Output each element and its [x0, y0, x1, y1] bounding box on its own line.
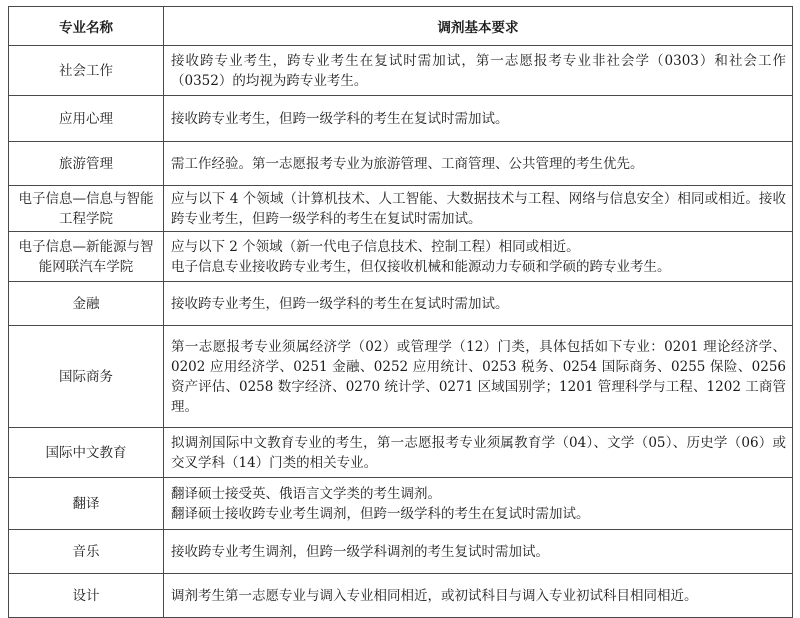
major-name-cell: 电子信息—新能源与智能网联汽车学院 — [9, 232, 164, 282]
requirement-text: 接收跨专业考生，但跨一级学科的考生在复试时需加试。 — [171, 110, 509, 127]
requirement-cell — [164, 46, 793, 96]
major-name-cell: 国际中文教育 — [9, 428, 164, 478]
table-row — [9, 478, 793, 530]
table-row — [9, 46, 793, 96]
major-name-cell: 旅游管理 — [9, 142, 164, 186]
major-name-cell: 设计 — [9, 574, 164, 618]
table-row — [9, 96, 793, 142]
table-header-row — [9, 7, 793, 46]
requirement-cell — [164, 142, 793, 186]
major-name-cell: 社会工作 — [9, 46, 164, 96]
major-name-cell: 音乐 — [9, 530, 164, 574]
requirement-text: 翻译硕士接受英、俄语言文学类的考生调剂。 — [171, 485, 441, 502]
header-major: 专业名称 — [9, 7, 164, 46]
requirement-text: 需工作经验。第一志愿报考专业为旅游管理、工商管理、公共管理的考生优先。 — [171, 155, 644, 172]
requirement-cell — [164, 326, 793, 428]
requirement-cell — [164, 428, 793, 478]
requirement-cell — [164, 530, 793, 574]
requirement-cell — [164, 282, 793, 326]
table-row — [9, 282, 793, 326]
requirement-cell — [164, 574, 793, 618]
requirement-text: 应与以下 2 个领域（新一代电子信息技术、控制工程）相同或相近。 — [171, 238, 580, 255]
adjustment-requirements-table — [8, 6, 793, 618]
requirement-cell — [164, 478, 793, 530]
table-row — [9, 326, 793, 428]
requirement-text: 第一志愿报考专业须属经济学（02）或管理学（12）门类，具体包括如下专业：0201 理论经济学、0202 应用经济学、0251 金融、0252 应用统计、0253 税务、0254 国际商务、0255 保险、0256 资产评估、0258 数字经济、0270 统计学、0271 区域国别学；1201 管理科学与工程、1202 工商管理。 — [171, 338, 786, 415]
table-row — [9, 232, 793, 282]
major-name-cell: 翻译 — [9, 478, 164, 530]
requirement-text: 应与以下 4 个领域（计算机技术、人工智能、大数据技术与工程、网络与信息安全）相同或相近。接收跨专业考生，但跨一级学科的考生在复试时需加试。 — [171, 190, 786, 227]
header-requirement: 调剂基本要求 — [164, 7, 793, 46]
table-row — [9, 574, 793, 618]
requirement-cell — [164, 186, 793, 232]
requirement-cell — [164, 232, 793, 282]
requirement-text: 接收跨专业考生，但跨一级学科的考生在复试时需加试。 — [171, 295, 509, 312]
major-name-cell: 电子信息—信息与智能工程学院 — [9, 186, 164, 232]
major-name-cell: 应用心理 — [9, 96, 164, 142]
major-name-cell: 金融 — [9, 282, 164, 326]
requirement-text: 调剂考生第一志愿专业与调入专业相同相近，或初试科目与调入专业初试科目相同相近。 — [171, 587, 698, 604]
requirement-text: 接收跨专业考生调剂，但跨一级学科调剂的考生复试时需加试。 — [171, 543, 549, 560]
table-row — [9, 428, 793, 478]
table-row — [9, 186, 793, 232]
major-name-cell: 国际商务 — [9, 326, 164, 428]
requirement-text: 翻译硕士接收跨专业考生调剂，但跨一级学科的考生在复试时需加试。 — [171, 505, 590, 522]
table-row — [9, 142, 793, 186]
requirement-text: 电子信息专业接收跨专业考生，但仅接收机械和能源动力专硕和学硕的跨专业考生。 — [171, 258, 671, 275]
requirement-text: 接收跨专业考生，跨专业考生在复试时需加试，第一志愿报考专业非社会学（0303）和社会工作（0352）的均视为跨专业考生。 — [171, 52, 786, 89]
table-row — [9, 530, 793, 574]
requirement-cell — [164, 96, 793, 142]
requirement-text: 拟调剂国际中文教育专业的考生，第一志愿报考专业须属教育学（04）、文学（05）、历史学（06）或交叉学科（14）门类的相关专业。 — [171, 434, 786, 471]
